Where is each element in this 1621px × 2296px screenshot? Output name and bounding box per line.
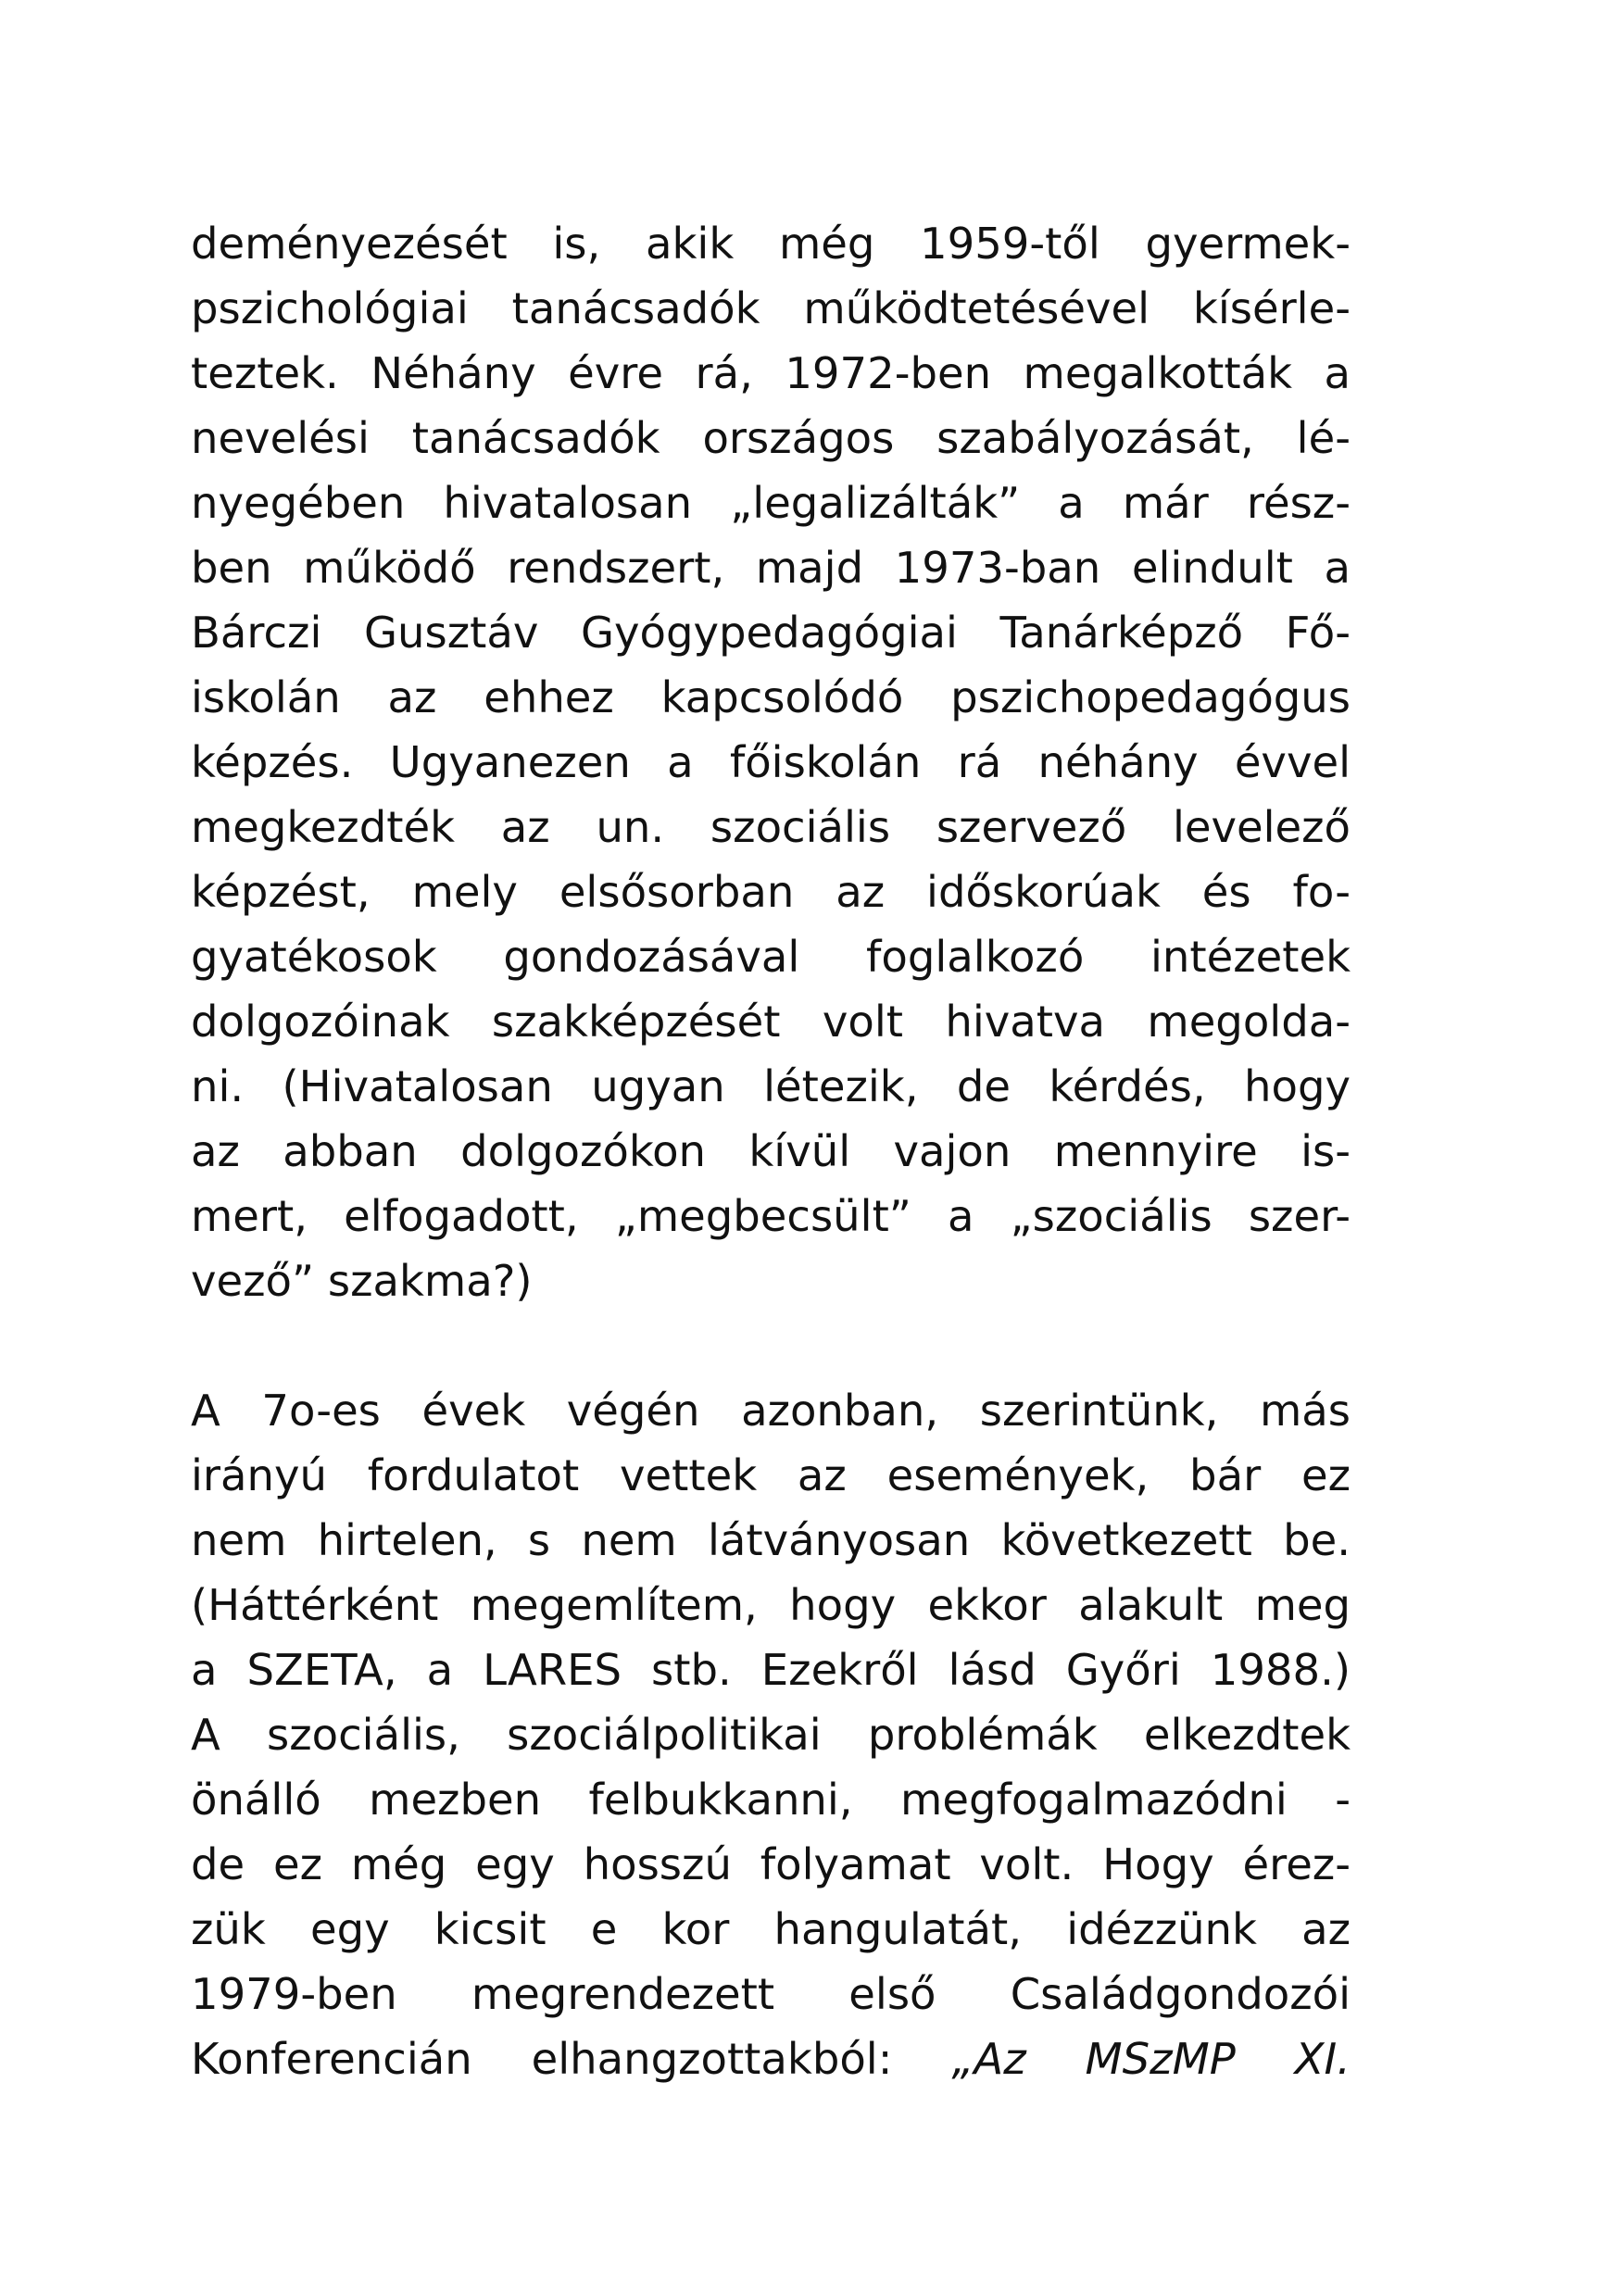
text-line: 1979-ben megrendezett első Családgondozói bbox=[191, 1969, 1351, 2019]
text-line: képzés. Ugyanezen a főiskolán rá néhány évvel bbox=[191, 737, 1351, 787]
text-line: teztek. Néhány évre rá, 1972-ben megalkották a bbox=[191, 348, 1351, 398]
text-line: pszichológiai tanácsadók működtetésével kísérle- bbox=[191, 283, 1351, 333]
text-roman: Konferencián elhangzottakból: bbox=[191, 2034, 893, 2084]
text-line: az abban dolgozókon kívül vajon mennyire is- bbox=[191, 1126, 1351, 1176]
text-line: iskolán az ehhez kapcsolódó pszichopedagógus bbox=[191, 672, 1351, 722]
text-line: A 7o-es évek végén azonban, szerintünk, más bbox=[191, 1386, 1351, 1436]
text-line: mert, elfogadott, „megbecsült” a „szociális szer- bbox=[191, 1191, 1351, 1241]
text-line: megkezdték az un. szociális szervező levelező bbox=[191, 802, 1351, 852]
paragraph-2 bbox=[191, 1378, 1351, 2091]
document-page bbox=[191, 211, 1351, 2091]
text-line: ni. (Hivatalosan ugyan létezik, de kérdés, hogy bbox=[191, 1061, 1351, 1111]
text-line: vező” szakma?) bbox=[191, 1256, 533, 1306]
quote-italic: „Az MSzMP XI. bbox=[951, 2034, 1351, 2084]
text-line: a SZETA, a LARES stb. Ezekről lásd Győri 1988.) bbox=[191, 1645, 1351, 1695]
text-line: de ez még egy hosszú folyamat volt. Hogy érez- bbox=[191, 1839, 1351, 1889]
text-line: irányú fordulatot vettek az események, bár ez bbox=[191, 1450, 1351, 1500]
text-line: képzést, mely elsősorban az időskorúak és fo- bbox=[191, 867, 1351, 917]
text-line: nevelési tanácsadók országos szabályozását, lé- bbox=[191, 413, 1351, 463]
text-line: Bárczi Gusztáv Gyógypedagógiai Tanárképző Fő- bbox=[191, 608, 1351, 658]
text-line: önálló mezben felbukkanni, megfogalmazódni - bbox=[191, 1775, 1351, 1825]
text-line: A szociális, szociálpolitikai problémák elkezdtek bbox=[191, 1710, 1351, 1760]
text-line: (Háttérként megemlítem, hogy ekkor alakult meg bbox=[191, 1580, 1351, 1630]
text-line: nyegében hivatalosan „legalizálták” a már rész- bbox=[191, 478, 1351, 528]
text-line: ben működő rendszert, majd 1973-ban elindult a bbox=[191, 543, 1351, 593]
text-line: deményezését is, akik még 1959-től gyermek- bbox=[191, 219, 1351, 269]
text-line: nem hirtelen, s nem látványosan következett be. bbox=[191, 1515, 1351, 1565]
text-line: zük egy kicsit e kor hangulatát, idézzünk az bbox=[191, 1904, 1351, 1954]
text-line: gyatékosok gondozásával foglalkozó intézetek bbox=[191, 932, 1351, 982]
text-line-final bbox=[191, 2026, 1351, 2091]
paragraph-spacer bbox=[191, 1313, 1351, 1378]
text-line: dolgozóinak szakképzését volt hivatva megolda- bbox=[191, 997, 1351, 1047]
paragraph-1 bbox=[191, 211, 1351, 1313]
